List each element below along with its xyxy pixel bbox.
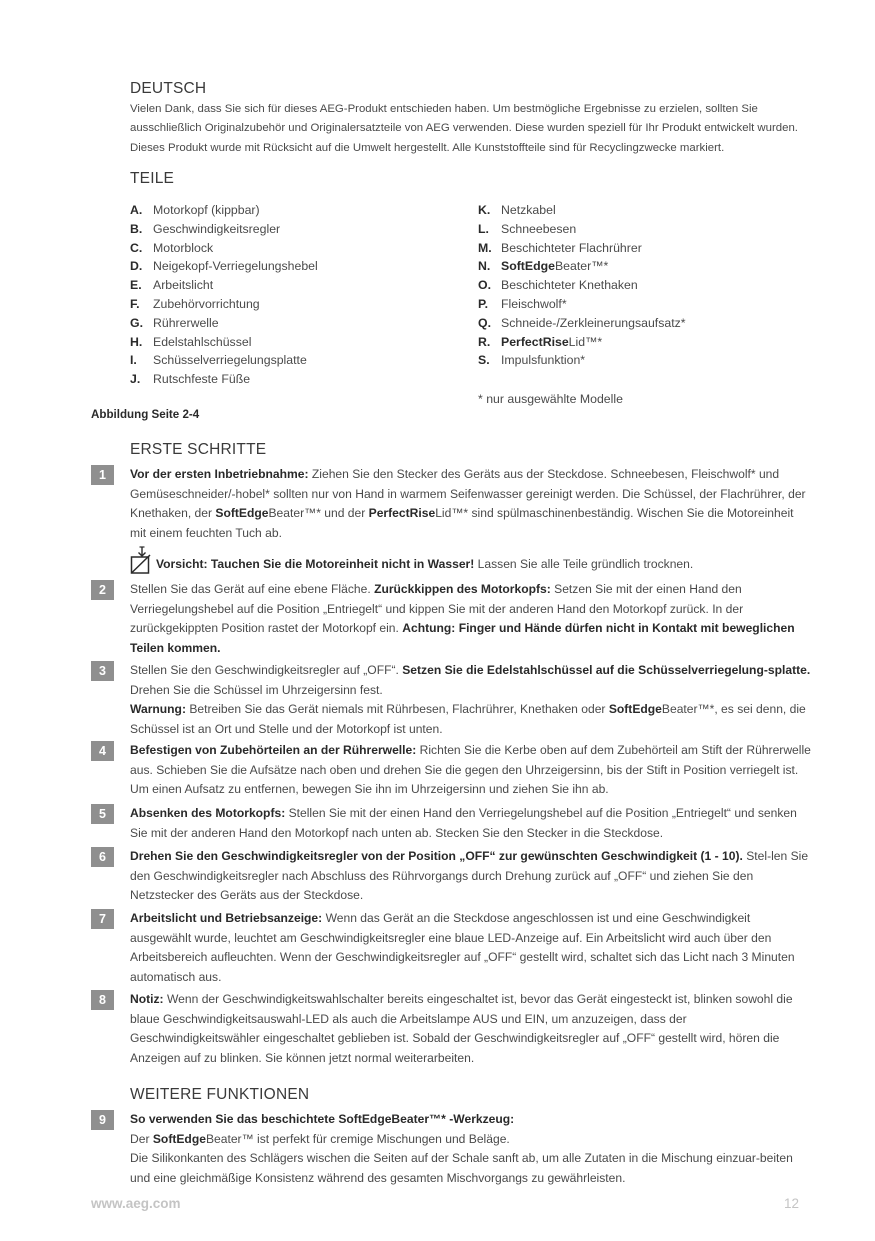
part-name: Motorkopf (kippbar) [153, 203, 260, 217]
part-letter: A. [130, 203, 143, 217]
part-name: Fleischwolf* [501, 296, 567, 311]
part-name: Motorblock [153, 240, 214, 255]
language-title: DEUTSCH [130, 80, 207, 97]
getting-started-title: ERSTE SCHRITTE [130, 441, 267, 458]
intro-text: Vielen Dank, dass Sie sich für dieses AEG-Produkt entschieden haben. Um bestmögliche Ergebnisse zu erzielen, sollten Sie ausschließlich Originalzubehör und Originalersatzteile von AEG verwenden. Diese wurden speziell für Ihr Produkt entwickelt wurden. Dieses Produkt wurde mit Rücksicht auf die Umwelt hergestellt. Alle Kunststoffteile sind für Recyclingzwecke markiert. [130, 103, 798, 154]
step-text: Arbeitslicht und Betriebsanzeige: Wenn das Gerät an die Steckdose angeschlossen ist und eine Geschwindigkeit ausgewählt wurde, leuchtet am Geschwindigkeitsregler eine blaue LED-Anzeige auf. Ein Arbeitslicht wird auch über den Arbeitsbereich aufleuchten. Wenn der Geschwindigkeitsregler auf „OFF“ gestellt wird, schaltet sich das Licht nach 3 Minuten automatisch aus. [130, 911, 795, 984]
part-name: Rührerwelle [153, 315, 219, 330]
more-functions-title: WEITERE FUNKTIONEN [130, 1086, 310, 1103]
step-number: 8 [91, 990, 114, 1010]
parts-list-left [130, 201, 318, 389]
part-letter: L. [478, 221, 489, 236]
step-text: Absenken des Motorkopfs: Stellen Sie mit der einen Hand den Verriegelungshebel auf die Position „Entriegelt“ und senken Sie mit der anderen Hand den Motorkopf nach unten ab. Stecken Sie den Stecker in die Steckdose. [130, 806, 797, 840]
part-name: Beater™* [554, 259, 609, 274]
part-item [130, 239, 318, 258]
step-text: Drehen Sie den Geschwindigkeitsregler von der Position „OFF“ zur gewünschten Geschwindigkeit (1 - 10). Stel-len Sie den Geschwindigkeitsregler nach Abschluss des Rührvorgangs durch Drehung zurück auf „OFF“ und ziehen Sie den Netzstecker des Geräts aus der Steckdose. [130, 849, 809, 902]
part-letter: F. [130, 296, 140, 311]
part-name: Edelstahlschüssel [153, 334, 252, 349]
part-item [478, 295, 686, 314]
caution-rest: Lassen Sie alle Teile gründlich trocknen. [474, 557, 694, 571]
part-item [130, 351, 318, 370]
step-text: So verwenden Sie das beschichtete SoftEdgeBeater™* -Werkzeug: Der SoftEdgeBeater™ ist perfekt für cremige Mischungen und Beläge. Die Silikonkanten des Schlägers wischen die Seiten auf der Schale sanft ab, um alle Zutaten in die Mischung einzuar-beiten und eine gleichmäßige Konsistenz während des gesamten Mischvorgangs zu gewährleisten. [130, 1112, 793, 1185]
part-item [478, 314, 686, 333]
part-name: Schneebesen [501, 221, 577, 236]
part-item [478, 276, 686, 295]
part-item [130, 295, 318, 314]
part-item [130, 333, 318, 352]
step-number: 1 [91, 465, 114, 485]
part-item [478, 220, 686, 239]
part-item [130, 370, 318, 389]
part-item [478, 257, 686, 276]
part-name: Geschwindigkeitsregler [153, 221, 281, 236]
figure-reference: Abbildung Seite 2-4 [91, 408, 200, 421]
step-text: Vor der ersten Inbetriebnahme: Ziehen Sie den Stecker des Geräts aus der Steckdose. Schneebesen, Fleischwolf* und Gemüseschneider/-hobel* sollten nur von Hand in warmem Seifenwasser gereinigt werden. Die Schüssel, der Flachrührer, der Knethaken, der SoftEdgeBeater™* und der PerfectRiseLid™* sind spülmaschinenbeständig. Wischen Sie die Motoreinheit mit einem feuchten Tuch ab. [130, 467, 806, 540]
part-letter: K. [478, 203, 491, 217]
parts-title: TEILE [130, 170, 175, 187]
part-letter: N. [478, 259, 491, 274]
part-letter: C. [130, 240, 143, 255]
part-name: Zubehörvorrichtung [153, 296, 260, 311]
part-letter: J. [130, 372, 141, 387]
step-number: 6 [91, 847, 114, 867]
part-letter: H. [130, 334, 143, 349]
part-brand: PerfectRise [501, 334, 569, 349]
part-item [130, 201, 318, 220]
step-text: Stellen Sie den Geschwindigkeitsregler auf „OFF“. Setzen Sie die Edelstahlschüssel auf die Schüsselverriegelung-splatte. Drehen Sie die Schüssel im Uhrzeigersinn fest. Warnung: Betreiben Sie das Gerät niemals mit Rührbesen, Flachrührer, Knethaken oder SoftEdgeBeater™*, es sei denn, die Schüssel ist an Ort und Stelle und der Motorkopf ist unten. [130, 663, 811, 736]
part-item [478, 351, 686, 370]
footer-url: www.aeg.com [91, 1196, 181, 1211]
step-number: 2 [91, 580, 114, 600]
caution-text [156, 554, 693, 574]
step-text: Befestigen von Zubehörteilen an der Rührerwelle: Richten Sie die Kerbe oben auf dem Zubehörteil am Stift der Rührerwelle aus. Schieben Sie die Aufsätze nach oben und drehen Sie die gegen den Uhrzeigersinn, bis der Stift in Position verriegelt ist. Um einen Aufsatz zu entfernen, bewegen Sie ihn im Uhrzeigersinn und ziehen Sie ihn ab. [130, 743, 811, 796]
part-item [130, 314, 318, 333]
step-text: Notiz: Wenn der Geschwindigkeitswahlschalter bereits eingeschaltet ist, bevor das Gerät eingesteckt ist, blinken sowohl die blaue Geschwindigkeitsauswahl-LED als auch die Arbeitslampe AUS und EIN, um anzuzeigen, dass der Geschwindigkeitswähler eingeschaltet geblieben ist. Sobald der Geschwindigkeitsregler auf „OFF“ gestellt wird, hören die Anzeigen auf zu blinken. Sie können jetzt normal weiterarbeiten. [130, 992, 793, 1065]
step-text: Stellen Sie das Gerät auf eine ebene Fläche. Zurückkippen des Motorkopfs: Setzen Sie mit der einen Hand den Verriegelungshebel auf die Position „Entriegelt“ und kippen Sie mit der anderen Hand den Motorkopf zurück. In der zurückgekippten Position rastet der Motorkopf ein. Achtung: Finger und Hände dürfen nicht in Kontakt mit beweglichen Teilen kommen. [130, 582, 795, 655]
part-name: Netzkabel [501, 203, 556, 217]
part-letter: D. [130, 259, 143, 274]
part-letter: M. [478, 240, 492, 255]
step-number: 5 [91, 804, 114, 824]
footnote: * nur ausgewählte Modelle [478, 392, 623, 406]
step-number: 9 [91, 1110, 114, 1130]
part-item [130, 220, 318, 239]
part-name: Beschichteter Knethaken [501, 278, 638, 293]
part-letter: S. [478, 353, 490, 368]
part-item [478, 333, 686, 352]
part-item [130, 257, 318, 276]
part-item [478, 201, 686, 220]
parts-list-right [478, 201, 686, 370]
part-brand: SoftEdge [501, 259, 555, 274]
part-name: Schneide-/Zerkleinerungsaufsatz* [501, 315, 686, 330]
caution-bold: Vorsicht: Tauchen Sie die Motoreinheit nicht in Wasser! [156, 557, 475, 571]
part-letter: R. [478, 334, 491, 349]
part-name: Beschichteter Flachrührer [501, 240, 642, 255]
part-letter: I. [130, 353, 137, 368]
part-name: Neigekopf-Verriegelungshebel [153, 259, 318, 274]
page-number: 12 [784, 1196, 800, 1211]
part-item [130, 276, 318, 295]
part-name: Schüsselverriegelungsplatte [153, 353, 307, 368]
part-name: Arbeitslicht [153, 278, 214, 293]
part-letter: Q. [478, 315, 491, 330]
part-letter: B. [130, 221, 143, 236]
caution-icon [130, 545, 154, 575]
part-letter: G. [130, 315, 143, 330]
part-name: Lid™* [568, 334, 603, 349]
part-item [478, 239, 686, 258]
part-letter: P. [478, 296, 489, 311]
step-number: 4 [91, 741, 114, 761]
part-letter: E. [130, 278, 142, 293]
step-number: 7 [91, 909, 114, 929]
part-name: Rutschfeste Füße [153, 372, 251, 387]
part-letter: O. [478, 278, 491, 293]
part-name: Impulsfunktion* [501, 353, 586, 368]
step-number: 3 [91, 661, 114, 681]
